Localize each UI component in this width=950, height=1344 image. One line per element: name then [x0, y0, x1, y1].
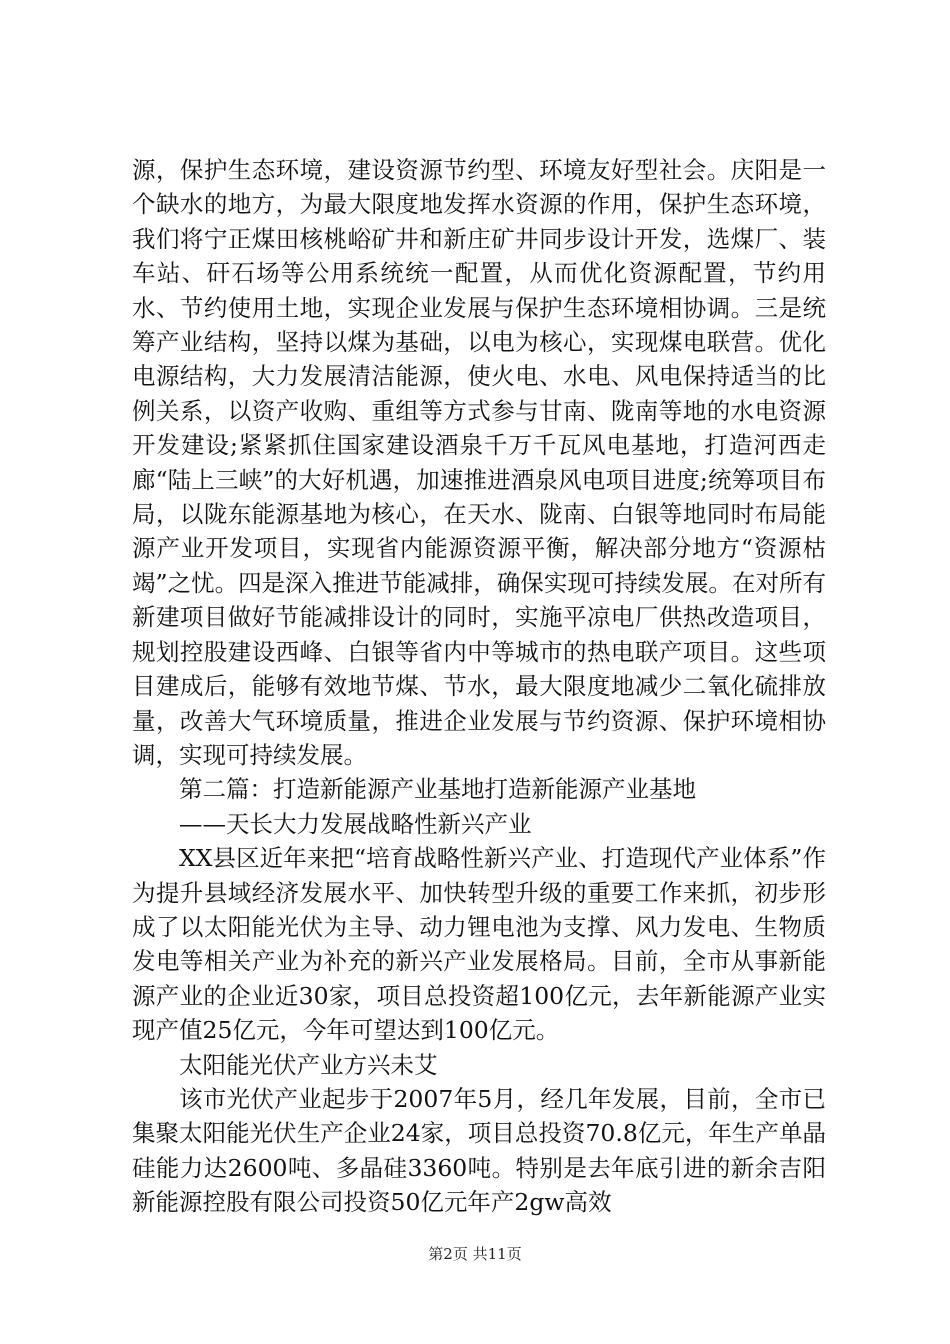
paragraph-solar-industry: 该市光伏产业起步于2007年5月，经几年发展，目前，全市已集聚太阳能光伏生产企业24家，项目总投资70.8亿元，年生产单晶硅能力达2600吨、多晶硅3360吨。特别是去年底引进的新余吉阳新能源控股有限公司投资50亿元年产2gw高效: [132, 1084, 826, 1217]
subsection-title-solar: 太阳能光伏产业方兴未艾: [179, 1050, 438, 1079]
document-body: [132, 153, 826, 1220]
paragraph-new-energy-overview: XX县区近年来把“培育战略性新兴产业、打造现代产业体系”作为提升县域经济发展水平、加快转型升级的重要工作来抓，初步形成了以太阳能光伏为主导、动力锂电池为支撑、风力发电、生物质发电等相关产业为补充的新兴产业发展格局。目前，全市从事新能源产业的企业近30家，项目总投资超100亿元，去年新能源产业实现产值25亿元，今年可望达到100亿元。: [132, 844, 826, 1045]
page-number-footer: 第2页 共11页: [428, 1245, 522, 1263]
section-title: 第二篇：打造新能源产业基地打造新能源产业基地: [179, 775, 696, 804]
section-subtitle: ——天长大力发展战略性新兴产业: [179, 809, 532, 838]
paragraph-coal-power: 源，保护生态环境，建设资源节约型、环境友好型社会。庆阳是一个缺水的地方，为最大限度地发挥水资源的作用，保护生态环境，我们将宁正煤田核桃峪矿井和新庄矿井同步设计开发，选煤厂、装车站、矸石场等公用系统统一配置，从而优化资源配置，节约用水、节约使用土地，实现企业发展与保护生态环境相协调。三是统筹产业结构，坚持以煤为基础，以电为核心，实现煤电联营。优化电源结构，大力发展清洁能源，使火电、水电、风电保持适当的比例关系，以资产收购、重组等方式参与甘南、陇南等地的水电资源开发建设;紧紧抓住国家建设酒泉千万千瓦风电基地，打造河西走廊“陆上三峡”的大好机遇，加速推进酒泉风电项目进度;统筹项目布局，以陇东能源基地为核心，在天水、陇南、白银等地同时布局能源产业开发项目，实现省内能源资源平衡，解决部分地方“资源枯竭”之忧。四是深入推进节能减排，确保实现可持续发展。在对所有新建项目做好节能减排设计的同时，实施平凉电厂供热改造项目，规划控股建设西峰、白银等省内中等城市的热电联产项目。这些项目建成后，能够有效地节煤、节水，最大限度地减少二氧化硫排放量，改善大气环境质量，推进企业发展与节约资源、保护环境相协调，实现可持续发展。: [132, 156, 826, 769]
